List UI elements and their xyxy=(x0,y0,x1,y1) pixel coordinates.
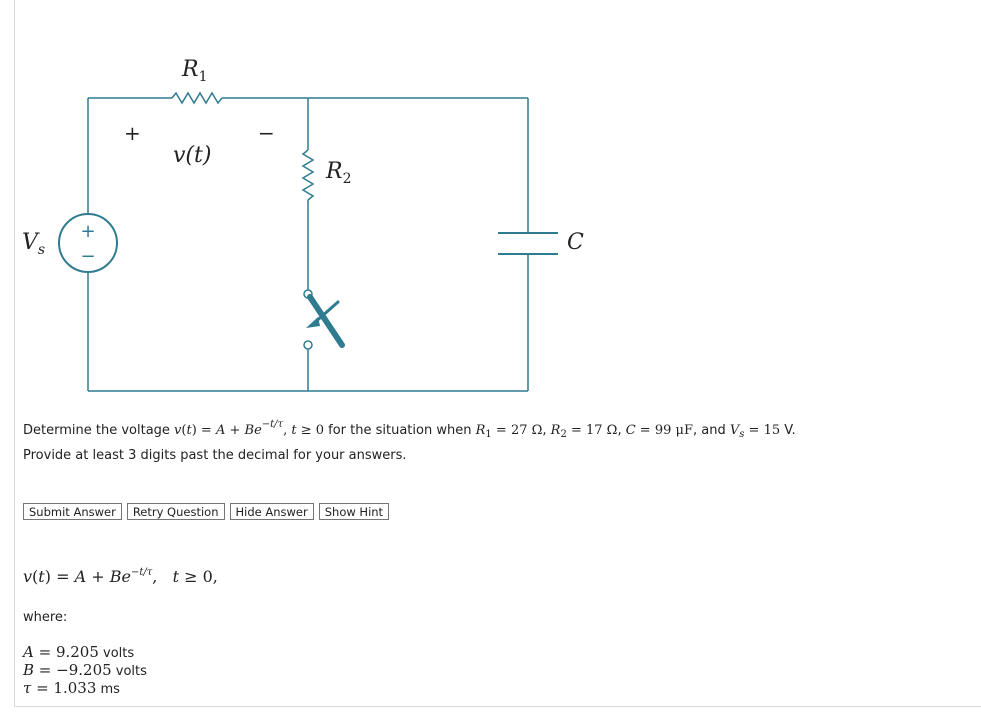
source-minus-sign: − xyxy=(80,246,96,267)
answer-a-row: A = 9.205 volts xyxy=(23,643,135,661)
r1-value: 27 Ω xyxy=(510,423,543,438)
answer-tau-value: 1.033 xyxy=(53,679,97,697)
problem-line-2: Provide at least 3 digits past the decimal for your answers. xyxy=(23,448,407,463)
voltage-label: v(t) xyxy=(173,143,212,168)
problem-line-1: Determine the voltage $v(t) = A + Be^{-t/\tau}$, t ≥ 0 for the situation when $R_1 = 27$ Ω, $R_2 = 17$ Ω, C = 99 μF, and $V_s = 15$ V. xyxy=(23,419,796,440)
answer-equation: $v(t) = A + Be^{-t/\tau}$, t ≥ 0, xyxy=(23,567,218,586)
answer-tau-row: τ = 1.033 ms xyxy=(23,679,120,697)
content-frame-bottom-border xyxy=(14,706,981,707)
capacitor-symbol xyxy=(498,233,558,254)
answer-b-value: −9.205 xyxy=(56,661,112,679)
r2-value-expr: $R_2 = 17$ Ω xyxy=(550,423,618,440)
submit-answer-button[interactable]: Submit Answer xyxy=(23,503,122,520)
vs-value-expr: $V_s = 15$ xyxy=(729,423,781,440)
source-plus-sign: + xyxy=(80,221,96,242)
polarity-minus-sign: − xyxy=(258,121,275,145)
source-label: $V_s$ xyxy=(22,230,46,258)
r2-value: 17 Ω xyxy=(586,423,618,438)
polarity-plus-sign: + xyxy=(124,121,141,145)
capacitor-label: C xyxy=(567,230,584,255)
answer-a-value: 9.205 xyxy=(55,643,99,661)
answer-values xyxy=(23,644,147,698)
action-button-bar xyxy=(23,503,389,520)
problem-prefix: Determine the voltage xyxy=(23,423,175,438)
c-value-expr: C = 99 μF xyxy=(625,423,693,438)
r1-value-expr: $R_1 = 27$ Ω xyxy=(475,423,543,440)
switch-symbol xyxy=(304,290,342,349)
r2-resistor-symbol xyxy=(303,150,313,200)
show-hint-button[interactable]: Show Hint xyxy=(319,503,389,520)
r1-label: $R_1$ xyxy=(182,57,208,85)
vs-value: 15 xyxy=(763,423,781,438)
response-equation: $v(t) = A + Be^{-t/\tau}$, t ≥ 0 xyxy=(174,419,325,438)
voltage-source-symbol xyxy=(59,214,117,272)
c-value: 99 μF xyxy=(654,423,693,438)
where-label: where: xyxy=(23,610,68,625)
problem-statement xyxy=(23,414,973,466)
answer-b-row: B = −9.205 volts xyxy=(23,661,147,679)
r1-resistor-symbol xyxy=(172,93,222,103)
problem-mid: for the situation when xyxy=(324,423,476,438)
hide-answer-button[interactable]: Hide Answer xyxy=(230,503,314,520)
r2-label: $R_2$ xyxy=(326,159,352,187)
retry-question-button[interactable]: Retry Question xyxy=(127,503,225,520)
